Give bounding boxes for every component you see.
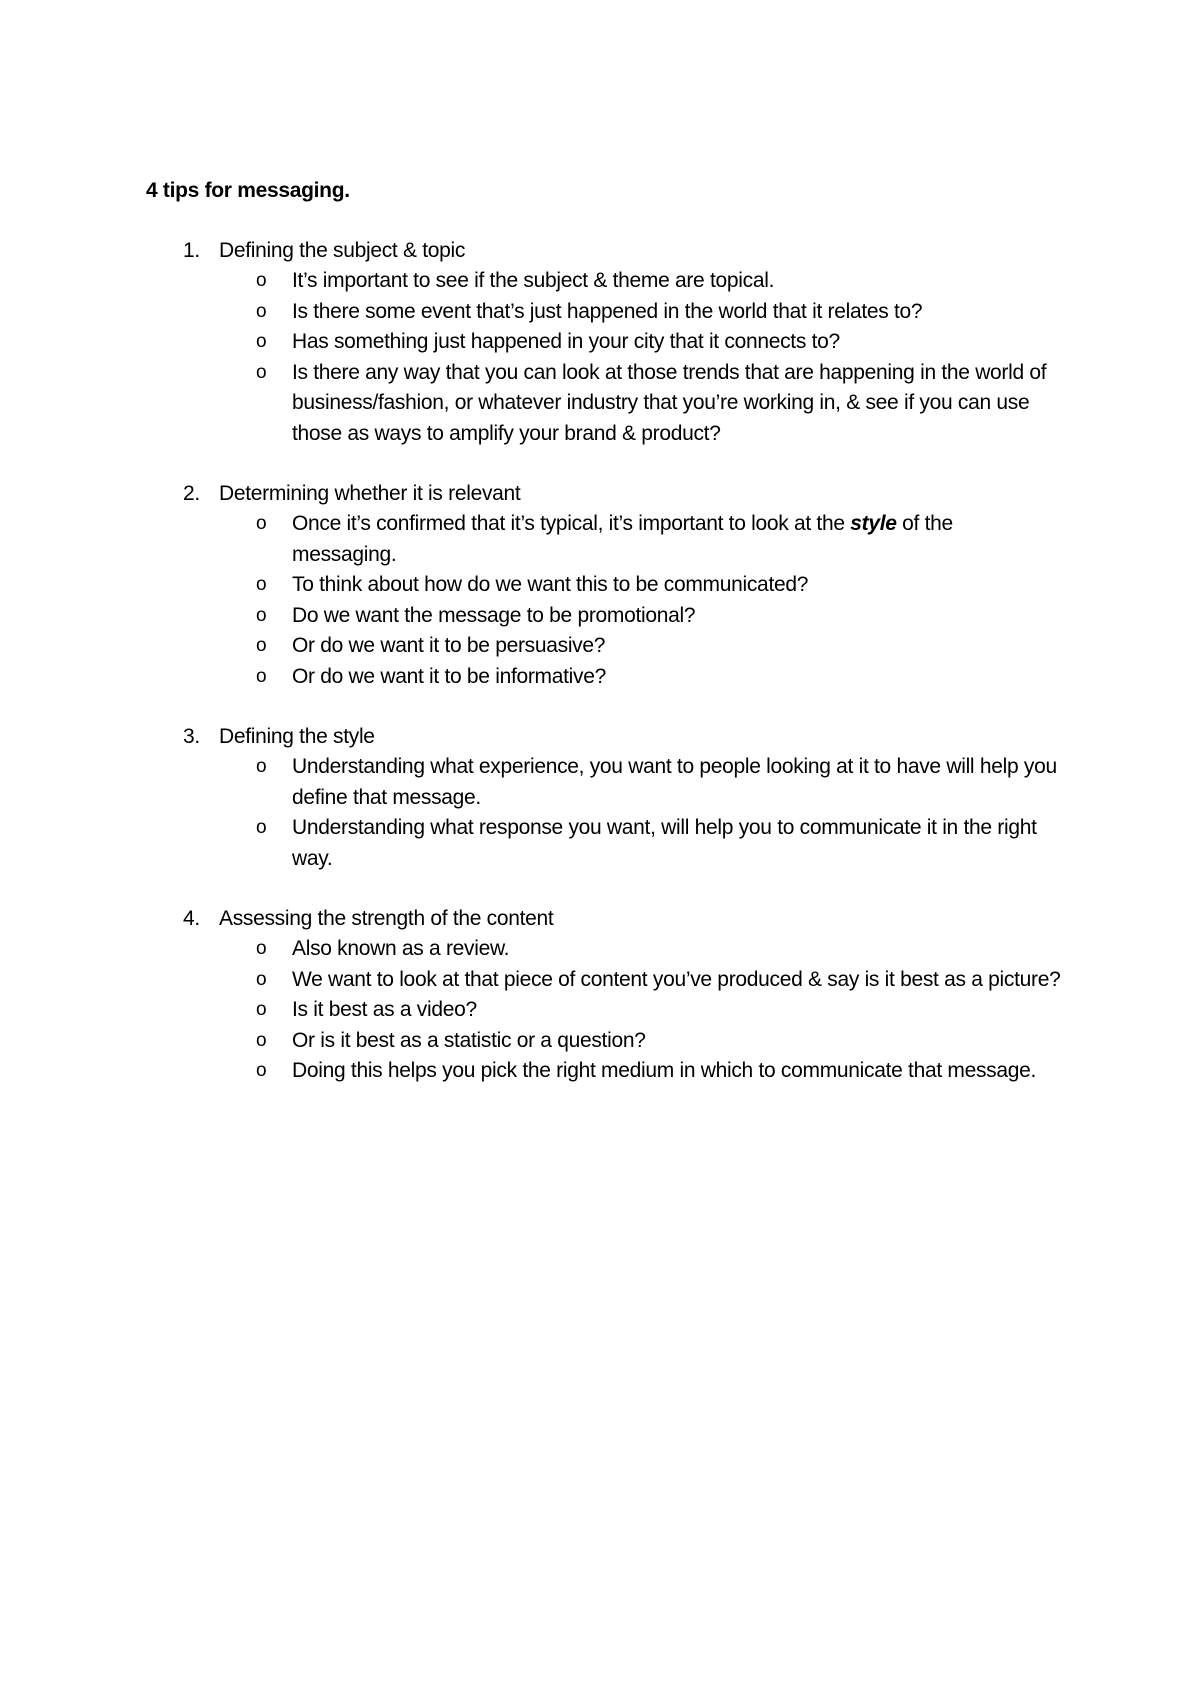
bullet-text: To think about how do we want this to be communicated? [292, 573, 809, 596]
bullet-text: Has something just happened in your city that it connects to? [292, 330, 840, 353]
list-item [0, 1056, 1062, 1087]
bullet-text: Once it’s confirmed that it’s typical, it’s important to look at the style of the messaging. [292, 512, 953, 566]
tip-heading-text: Determining whether it is relevant [219, 482, 521, 505]
document-title: 4 tips for messaging. [146, 179, 350, 202]
bullet-circle-icon: o [256, 817, 267, 838]
tip-heading [0, 479, 1200, 509]
tip-section [0, 479, 1200, 692]
tip-bullet-list [0, 509, 1200, 692]
bullet-circle-icon: o [256, 604, 267, 626]
list-item [0, 1026, 1062, 1057]
list-item [0, 662, 1062, 693]
bullet-text: We want to look at that piece of content you’ve produced & say is it best as a picture? [292, 967, 1061, 991]
bullet-text: Is there any way that you can look at those trends that are happening in the world of business/fashion, or whatever industry that you’re working in, & see if you can use those as ways to amplify your brand & product? [292, 360, 1047, 445]
bullet-text: It’s important to see if the subject & theme are topical. [292, 269, 775, 292]
bullet-text: Doing this helps you pick the right medium in which to communicate that message. [292, 1059, 1037, 1082]
bullet-circle-icon: o [256, 665, 267, 687]
emphasized-word: style [850, 512, 897, 535]
list-item [0, 965, 1062, 996]
bullet-circle-icon: o [256, 756, 267, 777]
bullet-text: Is there some event that’s just happened in the world that it relates to? [292, 299, 923, 323]
bullet-circle-icon: o [256, 968, 267, 990]
bullet-circle-icon: o [256, 1060, 267, 1081]
bullet-circle-icon: o [256, 999, 267, 1020]
bullet-circle-icon: o [256, 1029, 267, 1051]
tip-heading-text: Assessing the strength of the content [219, 907, 554, 930]
tip-heading [0, 722, 1200, 752]
tip-bullet-list [0, 752, 1200, 874]
list-item [0, 934, 1062, 965]
tip-heading [0, 904, 1200, 934]
bullet-text: Or do we want it to be informative? [292, 664, 606, 688]
list-item [0, 570, 1062, 601]
bullet-circle-icon: o [256, 574, 267, 595]
bullet-text: Understanding what response you want, will help you to communicate it in the right way. [292, 816, 1037, 870]
bullet-circle-icon: o [256, 513, 267, 534]
bullet-text: Is it best as a video? [292, 998, 477, 1021]
bullet-text: Do we want the message to be promotional? [292, 603, 696, 627]
tip-section [0, 904, 1200, 1087]
tip-number: 4. [183, 907, 200, 930]
list-item [0, 297, 1062, 328]
tip-number: 2. [183, 482, 200, 505]
tip-number: 1. [183, 239, 200, 262]
list-item [0, 266, 1062, 297]
tips-list [0, 236, 1200, 1117]
list-item [0, 509, 1062, 570]
tip-bullet-list [0, 266, 1200, 449]
bullet-circle-icon: o [256, 635, 267, 656]
bullet-circle-icon: o [256, 300, 267, 322]
tip-bullet-list [0, 934, 1200, 1087]
list-item [0, 752, 1062, 813]
list-item [0, 358, 1062, 450]
list-item [0, 631, 1062, 662]
list-item [0, 813, 1062, 874]
tip-section [0, 722, 1200, 874]
bullet-circle-icon: o [256, 938, 267, 959]
bullet-circle-icon: o [256, 331, 267, 352]
tip-section [0, 236, 1200, 449]
list-item [0, 327, 1062, 358]
bullet-text: Or is it best as a statistic or a question? [292, 1028, 646, 1052]
tip-heading [0, 236, 1200, 266]
tip-number: 3. [183, 725, 200, 748]
bullet-text: Also known as a review. [292, 937, 510, 960]
bullet-text: Or do we want it to be persuasive? [292, 634, 606, 657]
tip-heading-text: Defining the subject & topic [219, 239, 466, 262]
list-item [0, 995, 1062, 1026]
bullet-circle-icon: o [256, 270, 267, 291]
bullet-text: Understanding what experience, you want to people looking at it to have will help you define that message. [292, 755, 1057, 809]
bullet-circle-icon: o [256, 361, 267, 383]
list-item [0, 601, 1062, 632]
tip-heading-text: Defining the style [219, 725, 375, 748]
